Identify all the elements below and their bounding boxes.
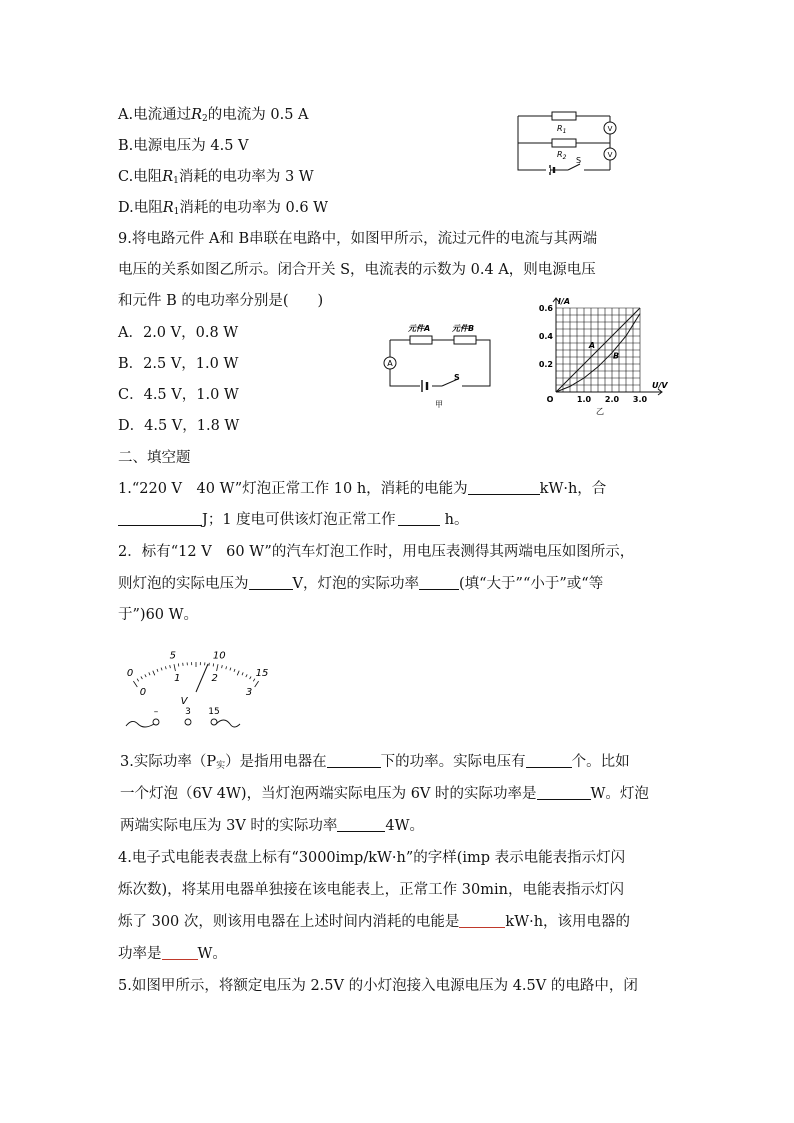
- fill3-blank-1[interactable]: [327, 753, 381, 768]
- voltmeter-icon-1: V: [607, 125, 613, 133]
- dial-tick: [145, 674, 146, 677]
- dial-tick: [230, 668, 231, 671]
- terminal-label-negative: –: [153, 707, 159, 717]
- fill4-line-2: 烁次数)，将某用电器单独接在该电能表上，正常工作 30min，电能表指示灯闪: [118, 882, 624, 898]
- dial-lower-label: 1: [174, 672, 181, 684]
- q9-option-d: D．4.5 V，1.8 W: [118, 418, 240, 434]
- fill5-line-1: 5.如图甲所示，将额定电压为 2.5V 的小灯泡接入电源电压为 4.5V 的电路中，闭: [118, 978, 638, 994]
- q9-line-2: 电压的关系如图乙所示。闭合开关 S，电流表的示数为 0.4 A，则电源电压: [118, 262, 596, 278]
- fill1-blank-2[interactable]: [118, 511, 202, 526]
- voltmeter-icon-2: V: [607, 151, 613, 159]
- fill1-blank-1[interactable]: [468, 480, 540, 495]
- series-label-A: A: [588, 341, 596, 350]
- q9-option-a: A．2.0 V，0.8 W: [118, 325, 239, 341]
- section-title: 二、填空题: [118, 450, 191, 466]
- label-switch: S: [576, 156, 582, 165]
- dial-tick: [157, 669, 158, 672]
- dial-lower-label: 3: [245, 687, 253, 699]
- q8-option-c: C.电阻$R_1$消耗的电功率为 3 W: [118, 169, 314, 186]
- dial-tick: [133, 681, 137, 687]
- fill2-line-3: 于”)60 W。: [118, 607, 199, 623]
- y-tick-label: 0.4: [538, 332, 553, 341]
- fill1-blank-3[interactable]: [398, 511, 440, 526]
- fill4-blank-1[interactable]: [459, 913, 505, 928]
- q8-option-a: A.电流通过$R_2$的电流为 0.5 A: [118, 107, 309, 124]
- q9-line-3: 和元件 B 的电功率分别是( ): [118, 293, 324, 309]
- fill2-blank-2[interactable]: [419, 575, 459, 590]
- label-element-a: 元件A: [408, 324, 431, 333]
- fill3-blank-3[interactable]: [537, 785, 591, 800]
- dial-tick: [170, 665, 171, 668]
- voltmeter-dial: [118, 634, 269, 740]
- dial-tick: [246, 674, 247, 677]
- circuit-diagram-q8: [510, 106, 630, 176]
- dial-upper-label: 15: [255, 668, 269, 680]
- fill3-line-1: 3.实际功率$(P_实)$是指用电器在 下的功率。实际电压有 个。比如: [120, 754, 630, 771]
- dial-tick: [250, 677, 252, 680]
- dial-tick: [255, 681, 259, 687]
- dial-tick: [234, 669, 235, 672]
- label-element-b: 元件B: [452, 324, 475, 333]
- dial-tick: [174, 664, 175, 671]
- fill4-line-4: 功率是 W。: [118, 946, 227, 962]
- fill3-line-3: 两端实际电压为 3V 时的实际功率 4W。: [120, 818, 425, 834]
- origin-label: O: [546, 395, 554, 404]
- y-tick-label: 0.2: [538, 360, 553, 369]
- dial-tick: [161, 668, 162, 671]
- dial-tick: [153, 671, 155, 676]
- ammeter-icon: A: [387, 359, 393, 368]
- dial-upper-label: 0: [126, 668, 134, 680]
- dial-tick: [141, 677, 143, 680]
- terminal-label-3: 3: [185, 707, 191, 717]
- dial-tick: [226, 666, 227, 669]
- dial-unit-label: V: [180, 696, 188, 707]
- dial-tick: [149, 672, 150, 675]
- dial-upper-label: 5: [169, 650, 176, 662]
- dial-lower-label: 0: [139, 687, 147, 699]
- iu-graph: [530, 296, 670, 418]
- q8-option-d: D.电阻$R_1$消耗的电功率为 0.6 W: [118, 200, 329, 217]
- wire-left: [126, 721, 154, 727]
- dial-lower-label: 2: [211, 672, 218, 684]
- fill2-blank-1[interactable]: [249, 575, 293, 590]
- series-label-B: B: [612, 351, 620, 361]
- y-tick-label: 0.6: [538, 304, 553, 313]
- fill4-line-3: 烁了 300 次，则该用电器在上述时间内消耗的电能是 kW·h，该用电器的: [118, 914, 631, 930]
- label-r1: $R_1$: [557, 124, 567, 135]
- q9-line-1: 9.将电路元件 A和 B串联在电路中，如图甲所示，流过元件的电流与其两端: [118, 231, 598, 247]
- caption-jia: 甲: [435, 400, 443, 409]
- dial-tick: [237, 671, 239, 676]
- label-r2: $R_2$: [557, 150, 567, 161]
- dial-upper-label: 10: [212, 650, 226, 662]
- fill1-line-1: 1.“220 V 40 W”灯泡正常工作 10 h，消耗的电能为 kW·h，合: [118, 481, 607, 497]
- fill1-line-2: J；1 度电可供该灯泡正常工作 h。: [118, 508, 469, 529]
- dial-tick: [217, 664, 218, 671]
- fill2-line-2: 则灯泡的实际电压为 V，灯泡的实际功率 (填“大于”“小于”或“等: [118, 576, 604, 592]
- x-tick-label: 1.0: [576, 395, 592, 404]
- dial-needle: [196, 664, 208, 692]
- q9-option-c: C．4.5 V，1.0 W: [118, 387, 239, 403]
- caption-yi: 乙: [596, 407, 604, 416]
- dial-tick: [242, 672, 243, 675]
- fill3-blank-4[interactable]: [337, 817, 385, 832]
- wire-right: [216, 720, 240, 727]
- dial-tick: [137, 679, 139, 682]
- fill3-line-2: 一个灯泡（6V 4W)，当灯泡两端实际电压为 6V 时的实际功率是 W。灯泡: [120, 786, 649, 802]
- q9-option-b: B．2.5 V，1.0 W: [118, 356, 239, 372]
- x-tick-label: 3.0: [632, 395, 648, 404]
- fill4-blank-2[interactable]: [162, 945, 198, 960]
- circuit-diagram-jia: [378, 318, 496, 410]
- terminal-label-15: 15: [208, 707, 220, 717]
- terminal-3v: [185, 719, 191, 725]
- label-switch-s: S: [454, 373, 460, 382]
- fill2-line-1: 2．标有“12 V 60 W”的汽车灯泡工作时，用电压表测得其两端电压如图所示，: [118, 544, 635, 560]
- fill4-line-1: 4.电子式电能表表盘上标有“3000imp/kW·h”的字样(imp 表示电能表指示灯闪: [118, 850, 626, 866]
- x-axis-label: U/V: [652, 381, 668, 390]
- fill3-blank-2[interactable]: [526, 753, 572, 768]
- dial-tick: [222, 665, 223, 668]
- dial-tick: [165, 666, 166, 669]
- y-axis-label: I/A: [558, 297, 571, 306]
- x-tick-label: 2.0: [604, 395, 620, 404]
- q8-option-b: B.电源电压为 4.5 V: [118, 138, 249, 154]
